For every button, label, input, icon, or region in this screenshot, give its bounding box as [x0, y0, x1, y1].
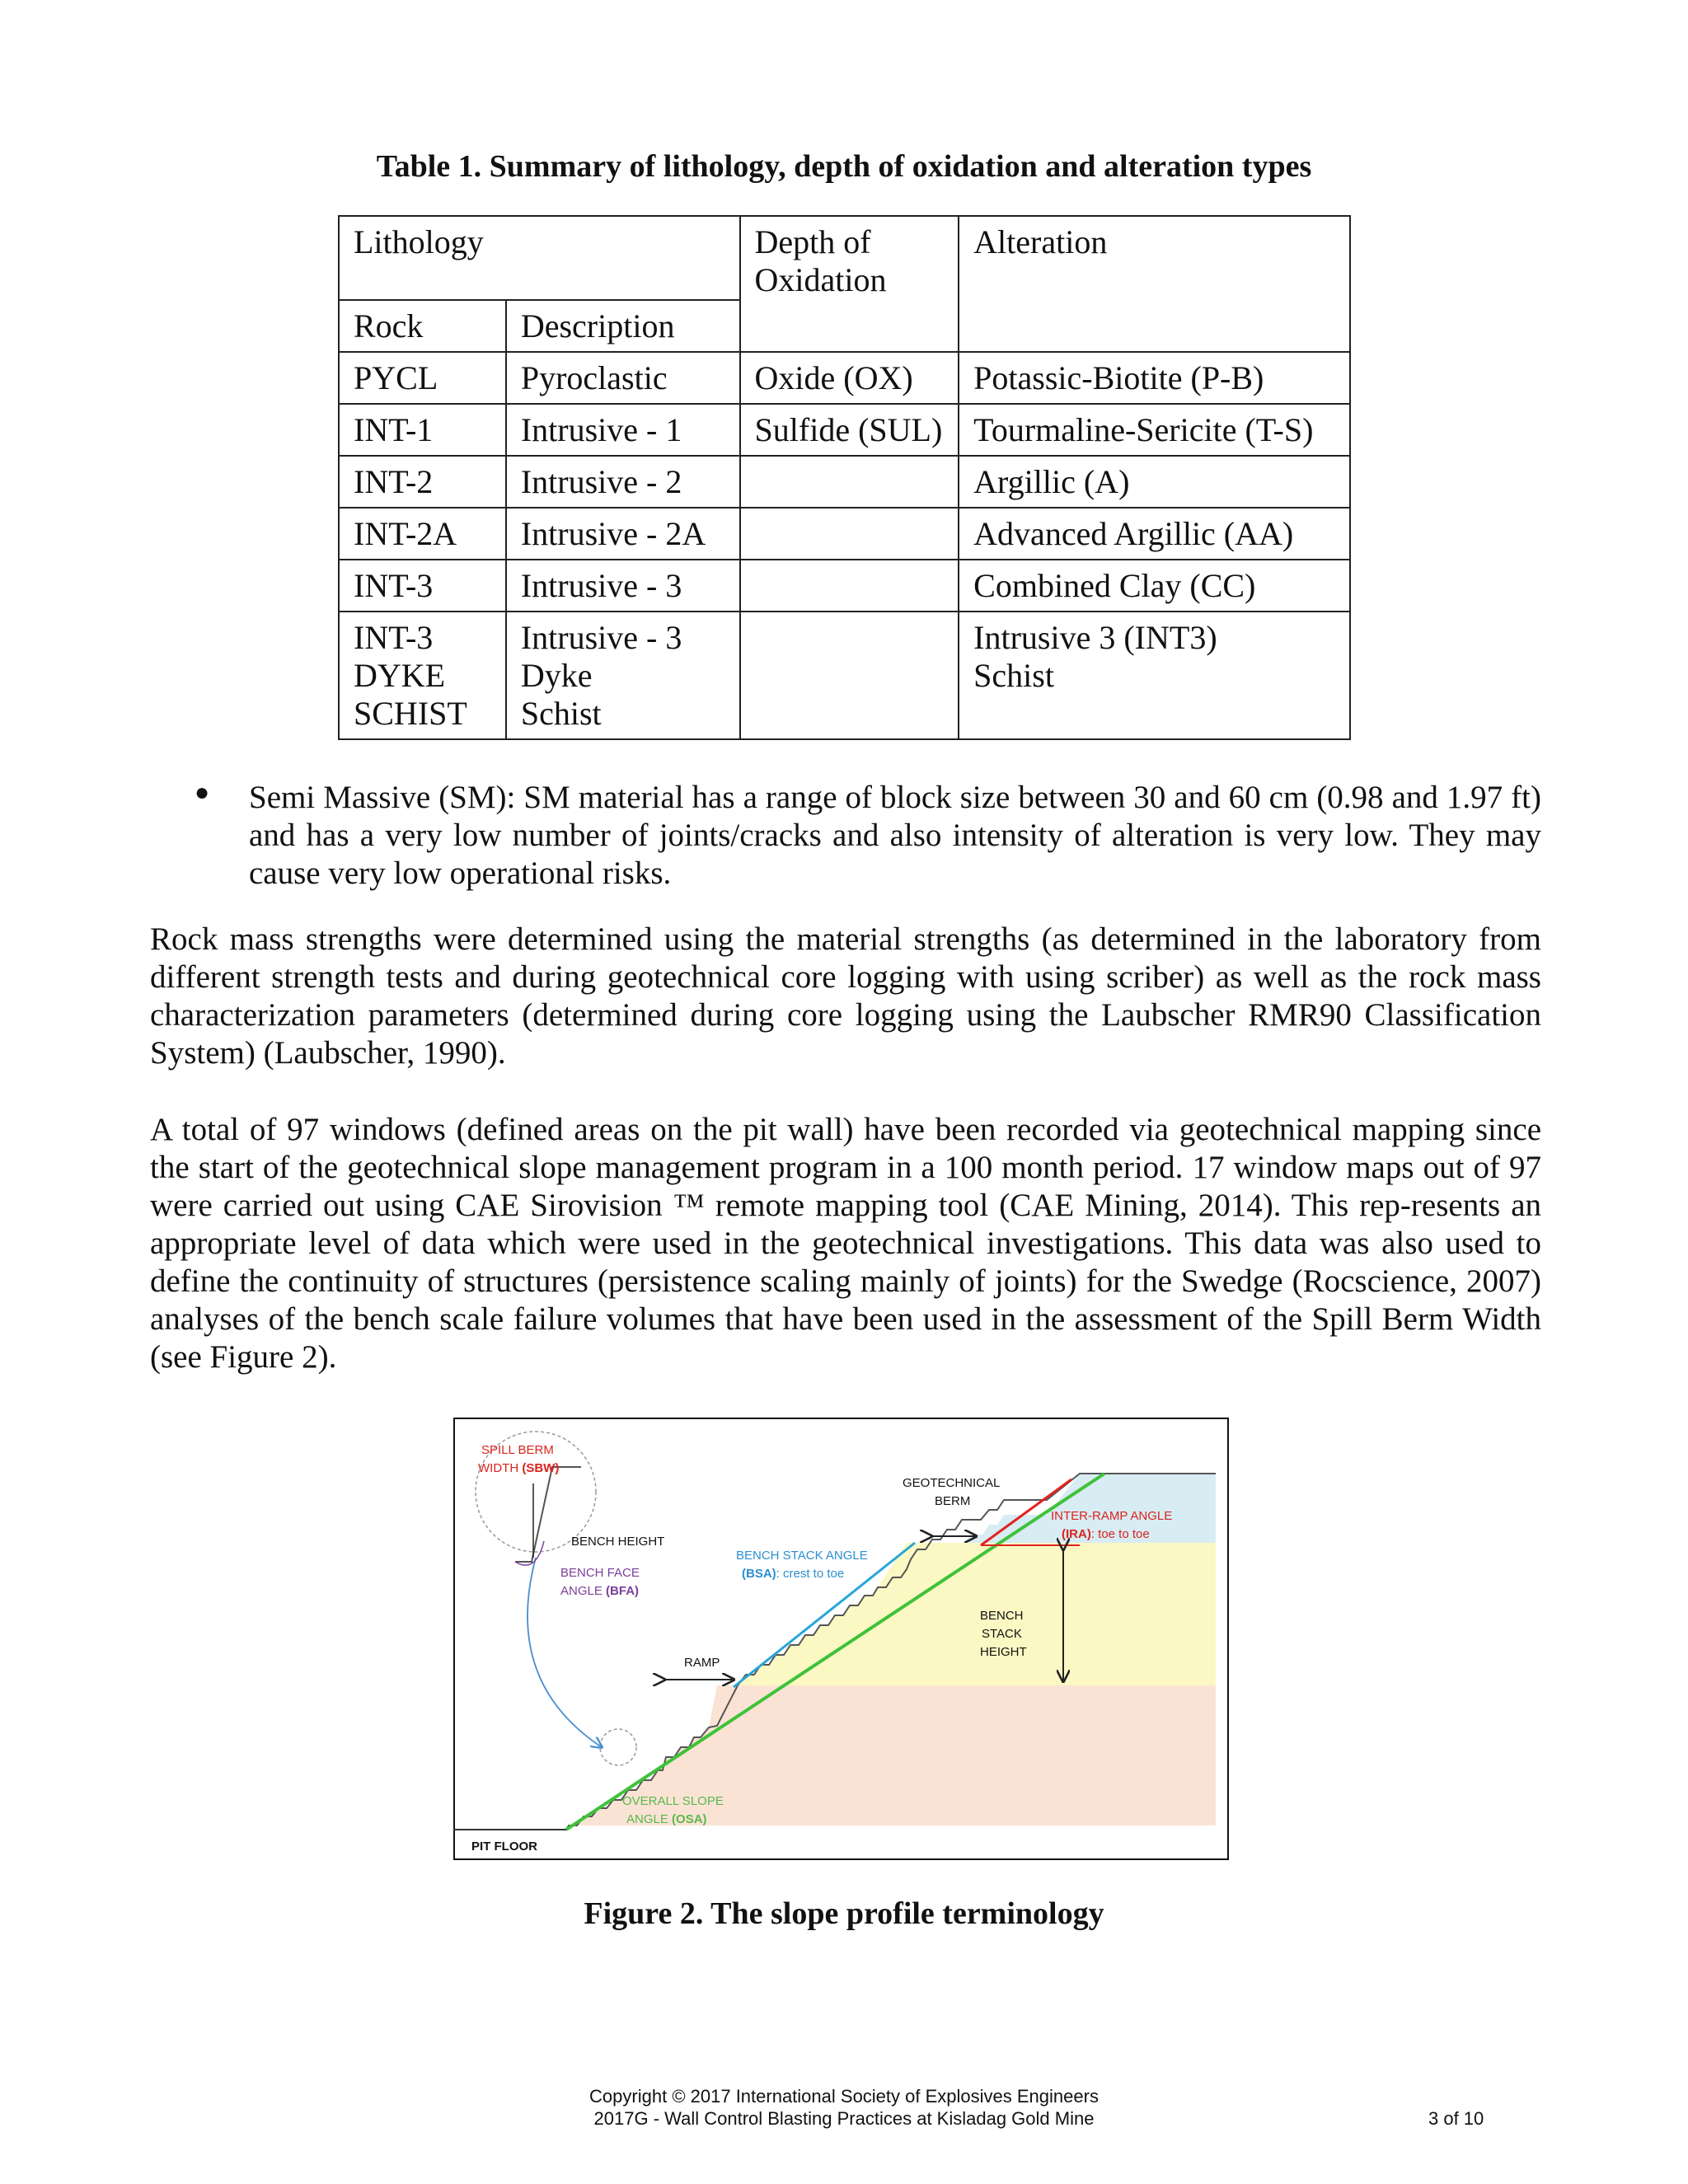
table-row — [339, 352, 1350, 404]
table-cell-depth — [740, 560, 959, 612]
slope-profile-figure — [453, 1418, 1229, 1860]
table-cell-depth — [740, 612, 959, 739]
paragraph: A total of 97 windows (defined areas on the pit wall) have been recorded via geotechnical mapping since the start of the geotechnical slope management program in a 100 month period. 17 window maps out of 97 were carried out using CAE Sirovision ™ remote mapping tool (CAE Mining, 2014). This rep-resents an appropriate level of data which were used in the geotechnical investigations. This data was also used to define the continuity of structures (persistence scaling mainly of joints) for the Swedge (Rocscience, 2007) analyses of the bench scale failure volumes that have been used in the assessment of the Spill Berm Width (see Figure 2). — [150, 1112, 1541, 1375]
cell-line: Schist — [520, 695, 602, 732]
table-cell-rock — [339, 508, 506, 560]
bsa-label-2: (BSA): crest to toe — [742, 1567, 845, 1581]
ramp-label: RAMP — [684, 1656, 720, 1670]
table-row — [339, 404, 1350, 456]
table-caption: Table 1. Summary of lithology, depth of oxidation and alteration types — [376, 149, 1312, 184]
header-depth-line: Depth of — [754, 223, 871, 260]
table-cell-alteration — [959, 404, 1350, 456]
cell-line: Oxide (OX) — [754, 359, 913, 396]
table-cell-alteration — [959, 560, 1350, 612]
geo-berm-label-2: BERM — [935, 1494, 971, 1508]
cell-line: Combined Clay (CC) — [973, 567, 1256, 604]
table-cell-rock — [339, 612, 506, 739]
table-body — [339, 352, 1350, 739]
bench-height-label: BENCH HEIGHT — [571, 1535, 665, 1549]
paragraph: Rock mass strengths were determined using the material strengths (as determined in the laboratory from different strength tests and during geotechnical core logging with using scriber) as well as the rock mass characterization parameters (determined during core logging using the Laubscher RMR90 Classification System) (Laubscher, 1990). — [150, 921, 1541, 1071]
cell-line: Intrusive - 3 — [520, 567, 682, 604]
table-cell-description — [506, 456, 740, 508]
cell-line: Intrusive - 2 — [520, 463, 682, 500]
table-cell-description — [506, 404, 740, 456]
table-row — [339, 508, 1350, 560]
table-cell-rock — [339, 352, 506, 404]
osa-label-2: ANGLE (OSA) — [626, 1812, 707, 1826]
ira-label-1: INTER-RAMP ANGLE — [1051, 1509, 1173, 1523]
bfa-label-2: ANGLE (BFA) — [560, 1584, 640, 1598]
table-cell-depth — [740, 456, 959, 508]
table-cell-description — [506, 352, 740, 404]
table-cell-description — [506, 560, 740, 612]
pit-floor-label: PIT FLOOR — [471, 1840, 537, 1854]
cell-line: Tourmaline-Sericite (T-S) — [973, 411, 1314, 448]
figure-caption: Figure 2. The slope profile terminology — [584, 1896, 1104, 1931]
header-lithology: Lithology — [339, 216, 740, 300]
cell-line: Argillic (A) — [973, 463, 1130, 500]
table-cell-depth — [740, 404, 959, 456]
table-cell-alteration — [959, 352, 1350, 404]
cell-line: Intrusive 3 (INT3) — [973, 619, 1217, 656]
bsh-label-2: STACK — [982, 1627, 1022, 1641]
bullet-text: Semi Massive (SM): SM material has a range of block size between 30 and 60 cm (0.98 and 1.97 ft) and has a very low number of joints/cracks and also intensity of alteration is very low. They may cause very low operational risks. — [249, 780, 1541, 891]
page-number: 3 of 10 — [1428, 2108, 1484, 2129]
bsh-label-3: HEIGHT — [980, 1645, 1027, 1659]
cell-line: INT-3 — [354, 619, 434, 656]
table-cell-rock — [339, 456, 506, 508]
table-cell-description — [506, 508, 740, 560]
cell-line: SCHIST — [354, 695, 467, 732]
header-description: Description — [506, 300, 740, 352]
cell-line: Potassic-Biotite (P-B) — [973, 359, 1264, 396]
osa-label-1: OVERALL SLOPE — [622, 1794, 724, 1808]
bfa-label-1: BENCH FACE — [560, 1566, 640, 1580]
table-cell-alteration — [959, 612, 1350, 739]
cell-line: Dyke — [520, 657, 593, 694]
table-cell-description — [506, 612, 740, 739]
header-rock: Rock — [339, 300, 506, 352]
cell-line: INT-2 — [354, 463, 434, 500]
sbw-label-2: WIDTH (SBW) — [478, 1461, 560, 1475]
table-header-row — [339, 216, 1350, 300]
table-cell-depth — [740, 352, 959, 404]
cell-line: Intrusive - 3 — [520, 619, 682, 656]
header-depth — [740, 216, 959, 352]
cell-line: Pyroclastic — [520, 359, 668, 396]
lithology-table — [338, 215, 1351, 740]
table-cell-depth — [740, 508, 959, 560]
cell-line: Intrusive - 1 — [520, 411, 682, 448]
cell-line: INT-1 — [354, 411, 434, 448]
header-depth-line: Oxidation — [754, 261, 887, 298]
sbw-label-1: SPILL BERM — [481, 1443, 554, 1457]
cell-line: Advanced Argillic (AA) — [973, 515, 1294, 552]
cell-line: Intrusive - 2A — [520, 515, 706, 552]
cell-line: INT-2A — [354, 515, 457, 552]
table-row — [339, 612, 1350, 739]
header-alteration: Alteration — [959, 216, 1350, 352]
cell-line: DYKE — [354, 657, 446, 694]
footer-title: 2017G - Wall Control Blasting Practices at Kisladag Gold Mine — [593, 2108, 1095, 2129]
table-cell-rock — [339, 404, 506, 456]
cell-line: Sulfide (SUL) — [754, 411, 943, 448]
cell-line: Schist — [973, 657, 1054, 694]
cell-line: PYCL — [354, 359, 438, 396]
table-cell-rock — [339, 560, 506, 612]
geo-berm-label-1: GEOTECHNICAL — [903, 1476, 1001, 1490]
table-cell-alteration — [959, 456, 1350, 508]
table-row — [339, 456, 1350, 508]
cell-line: INT-3 — [354, 567, 434, 604]
table-row — [339, 560, 1350, 612]
table-cell-alteration — [959, 508, 1350, 560]
bsh-label-1: BENCH — [980, 1609, 1024, 1623]
ira-label-2: (IRA): toe to toe — [1062, 1527, 1150, 1541]
footer-copyright: Copyright © 2017 International Society of Explosives Engineers — [589, 2086, 1099, 2107]
bsa-label-1: BENCH STACK ANGLE — [736, 1549, 868, 1563]
bullet-dot: ● — [195, 779, 210, 806]
